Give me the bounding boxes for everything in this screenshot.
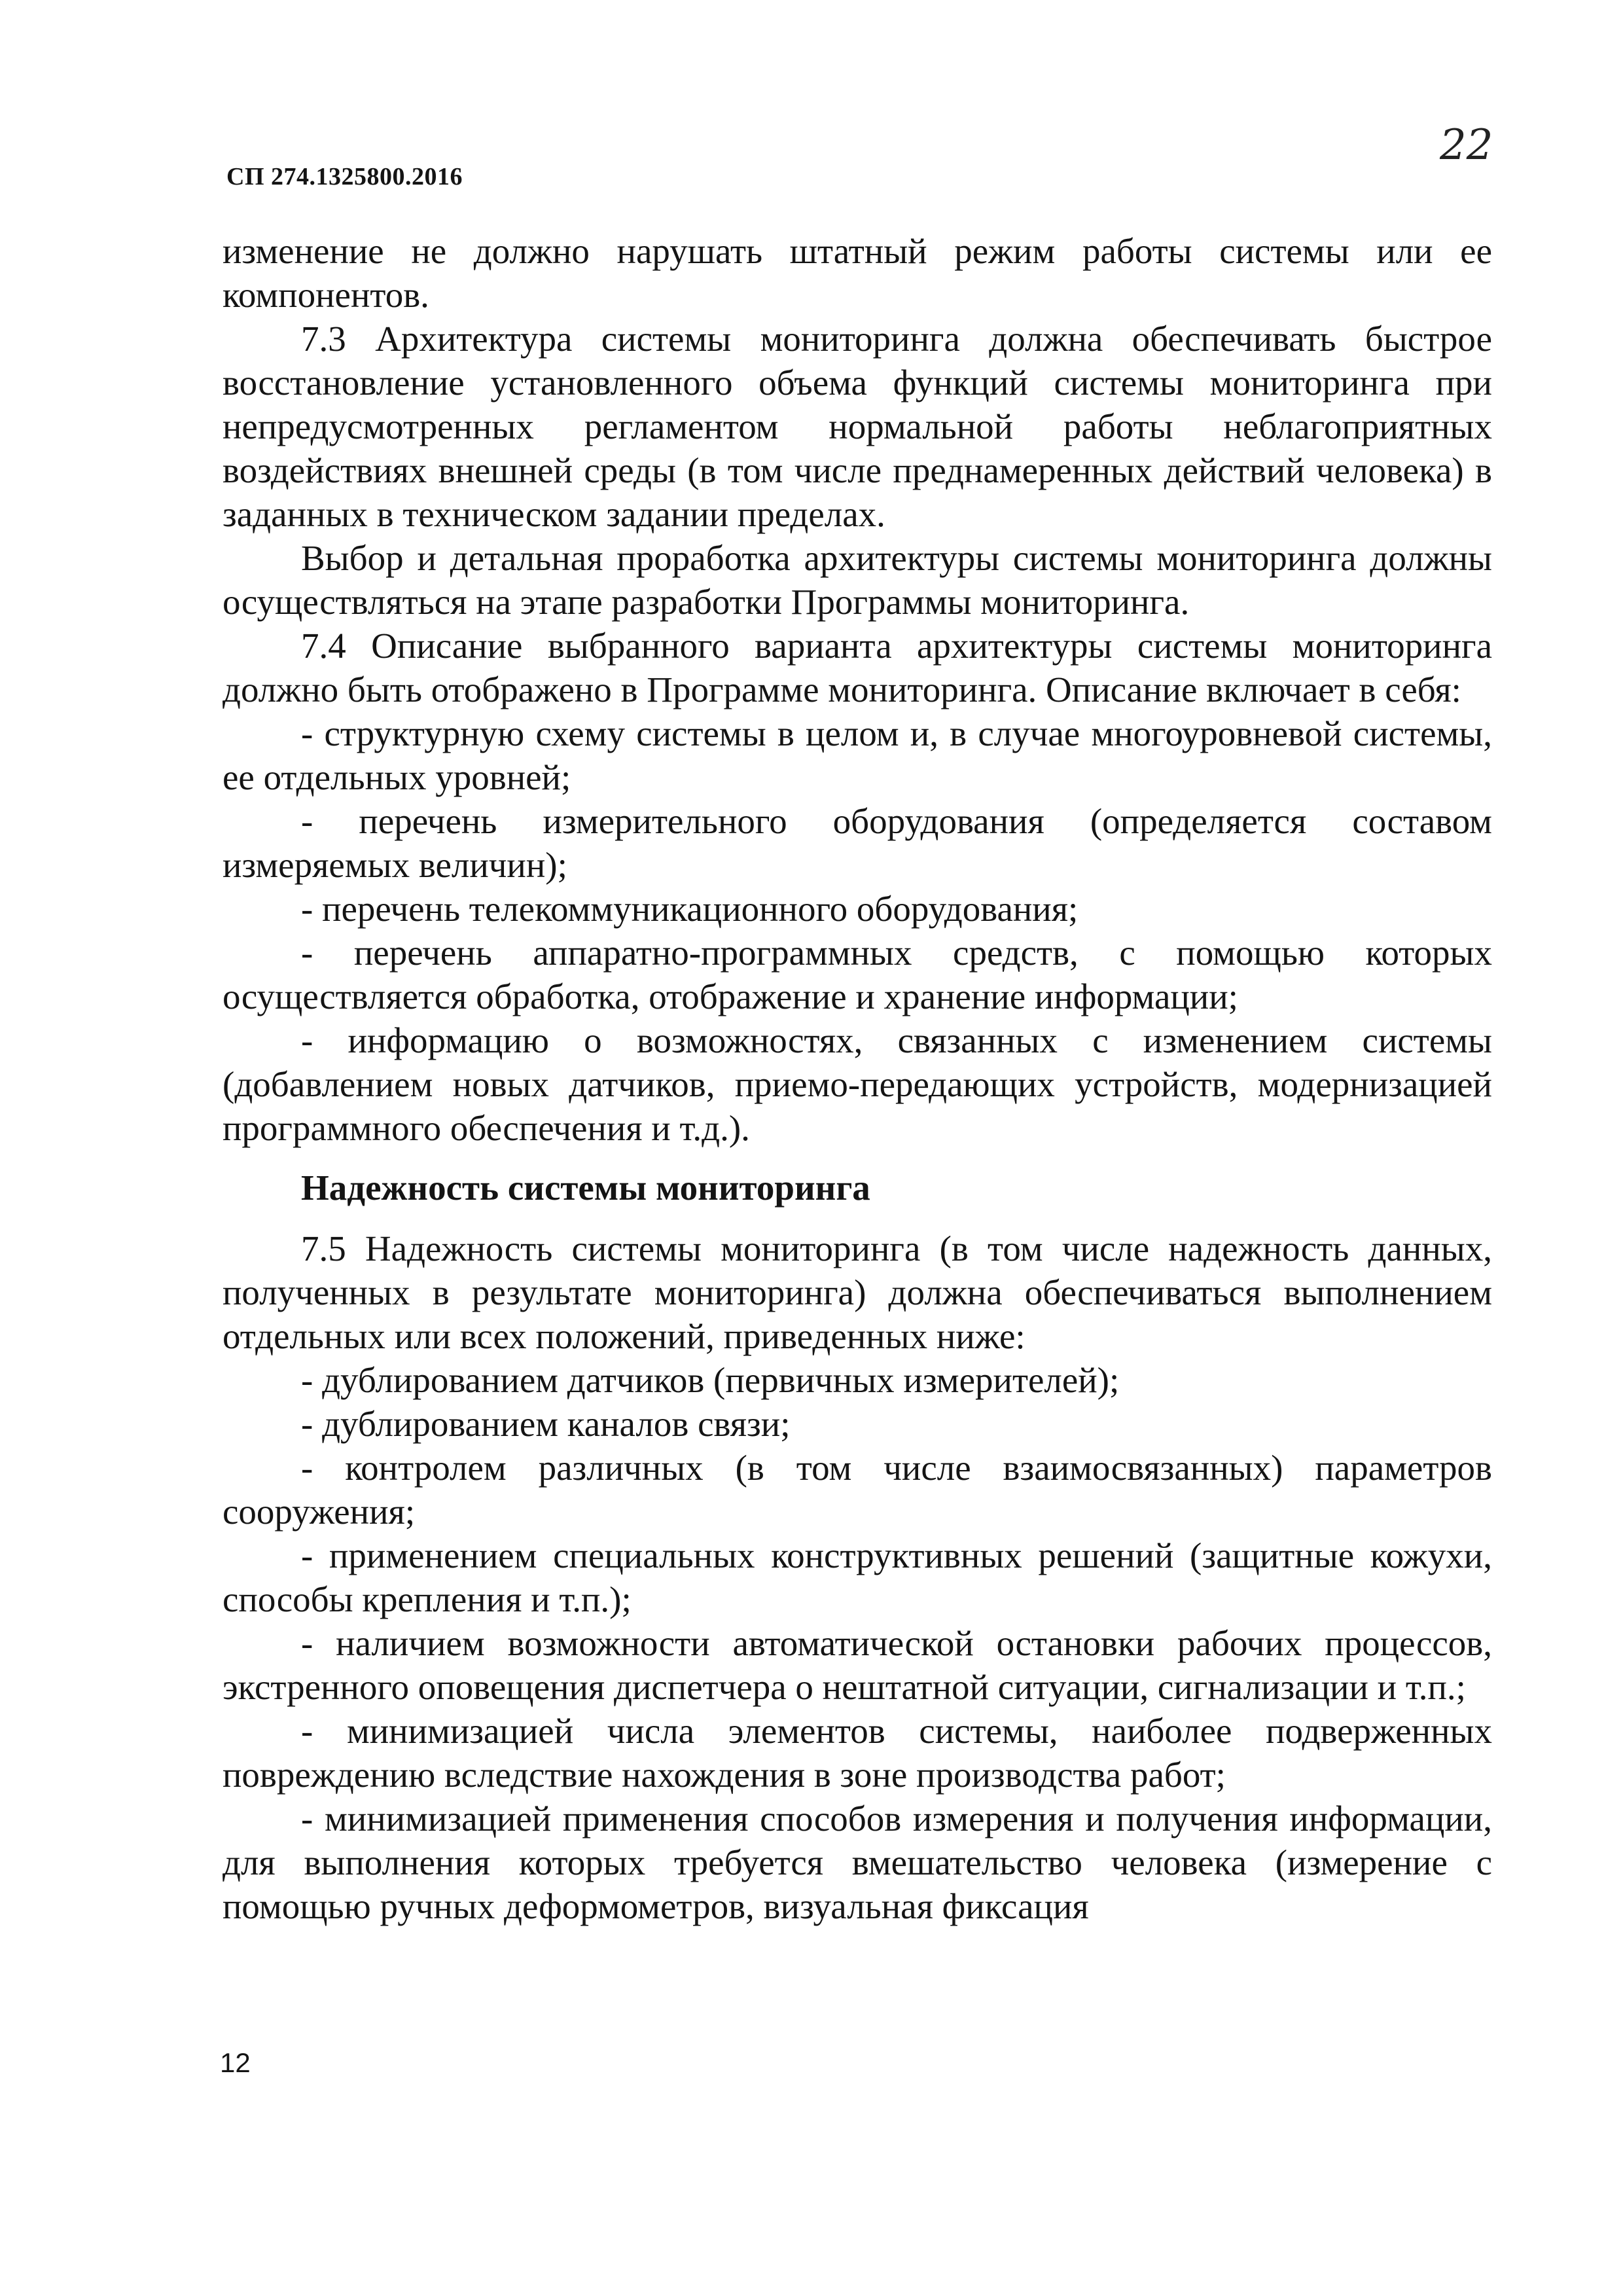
page-number: 12 [220, 2047, 251, 2078]
paragraph-7-3: 7.3 Архитектура системы мониторинга должна обеспечивать быстрое восстановление установленного объема функций системы мониторинга при непредусмотренных регламентом нормальной работы неблагоприятных воздействиях внешней среды (в том числе преднамеренных действий человека) в заданных в техническом задании пределах. [223, 319, 1492, 534]
list-item: - перечень аппаратно-программных средств, с помощью которых осуществляется обработка, отображение и хранение информации; [223, 933, 1492, 1016]
list-item: - перечень измерительного оборудования (определяется составом измеряемых величин); [223, 801, 1492, 885]
document-code: СП 274.1325800.2016 [226, 163, 463, 190]
list-item: - перечень телекоммуникационного оборудования; [301, 889, 1079, 929]
list-item: - минимизацией применения способов измерения и получения информации, для выполнения которых требуется вмешательство человека (измерение с помощью ручных деформометров, визуальная фиксация [223, 1799, 1492, 1926]
handwritten-page-number: 22 [1440, 121, 1493, 170]
paragraph: изменение не должно нарушать штатный режим работы системы или ее компонентов. [223, 231, 1492, 315]
list-item: - наличием возможности автоматической остановки рабочих процессов, экстренного оповещения диспетчера о нештатной ситуации, сигнализации и т.п.; [223, 1623, 1492, 1707]
paragraph-7-4: 7.4 Описание выбранного варианта архитектуры системы мониторинга должно быть отображено в Программе мониторинга. Описание включает в себя: [223, 626, 1492, 709]
document-body [223, 229, 1492, 1928]
list-item: - минимизацией числа элементов системы, наиболее подверженных повреждению вследствие нахождения в зоне производства работ; [223, 1711, 1492, 1795]
list-item: - дублированием каналов связи; [301, 1404, 791, 1444]
list-item: - дублированием датчиков (первичных измерителей); [301, 1360, 1120, 1400]
list-item: - структурную схему системы в целом и, в случае многоуровневой системы, ее отдельных уровней; [223, 713, 1492, 797]
section-heading: Надежность системы мониторинга [301, 1168, 870, 1208]
list-item: - информацию о возможностях, связанных с изменением системы (добавлением новых датчиков, приемо-передающих устройств, модернизацией программного обеспечения и т.д.). [223, 1020, 1492, 1148]
paragraph: Выбор и детальная проработка архитектуры системы мониторинга должны осуществляться на этапе разработки Программы мониторинга. [223, 538, 1492, 622]
paragraph-7-5: 7.5 Надежность системы мониторинга (в том числе надежность данных, полученных в результате мониторинга) должна обеспечиваться выполнением отдельных или всех положений, приведенных ниже: [223, 1229, 1492, 1356]
list-item: - применением специальных конструктивных решений (защитные кожухи, способы крепления и т.п.); [223, 1535, 1492, 1619]
list-item: - контролем различных (в том числе взаимосвязанных) параметров сооружения; [223, 1448, 1492, 1532]
